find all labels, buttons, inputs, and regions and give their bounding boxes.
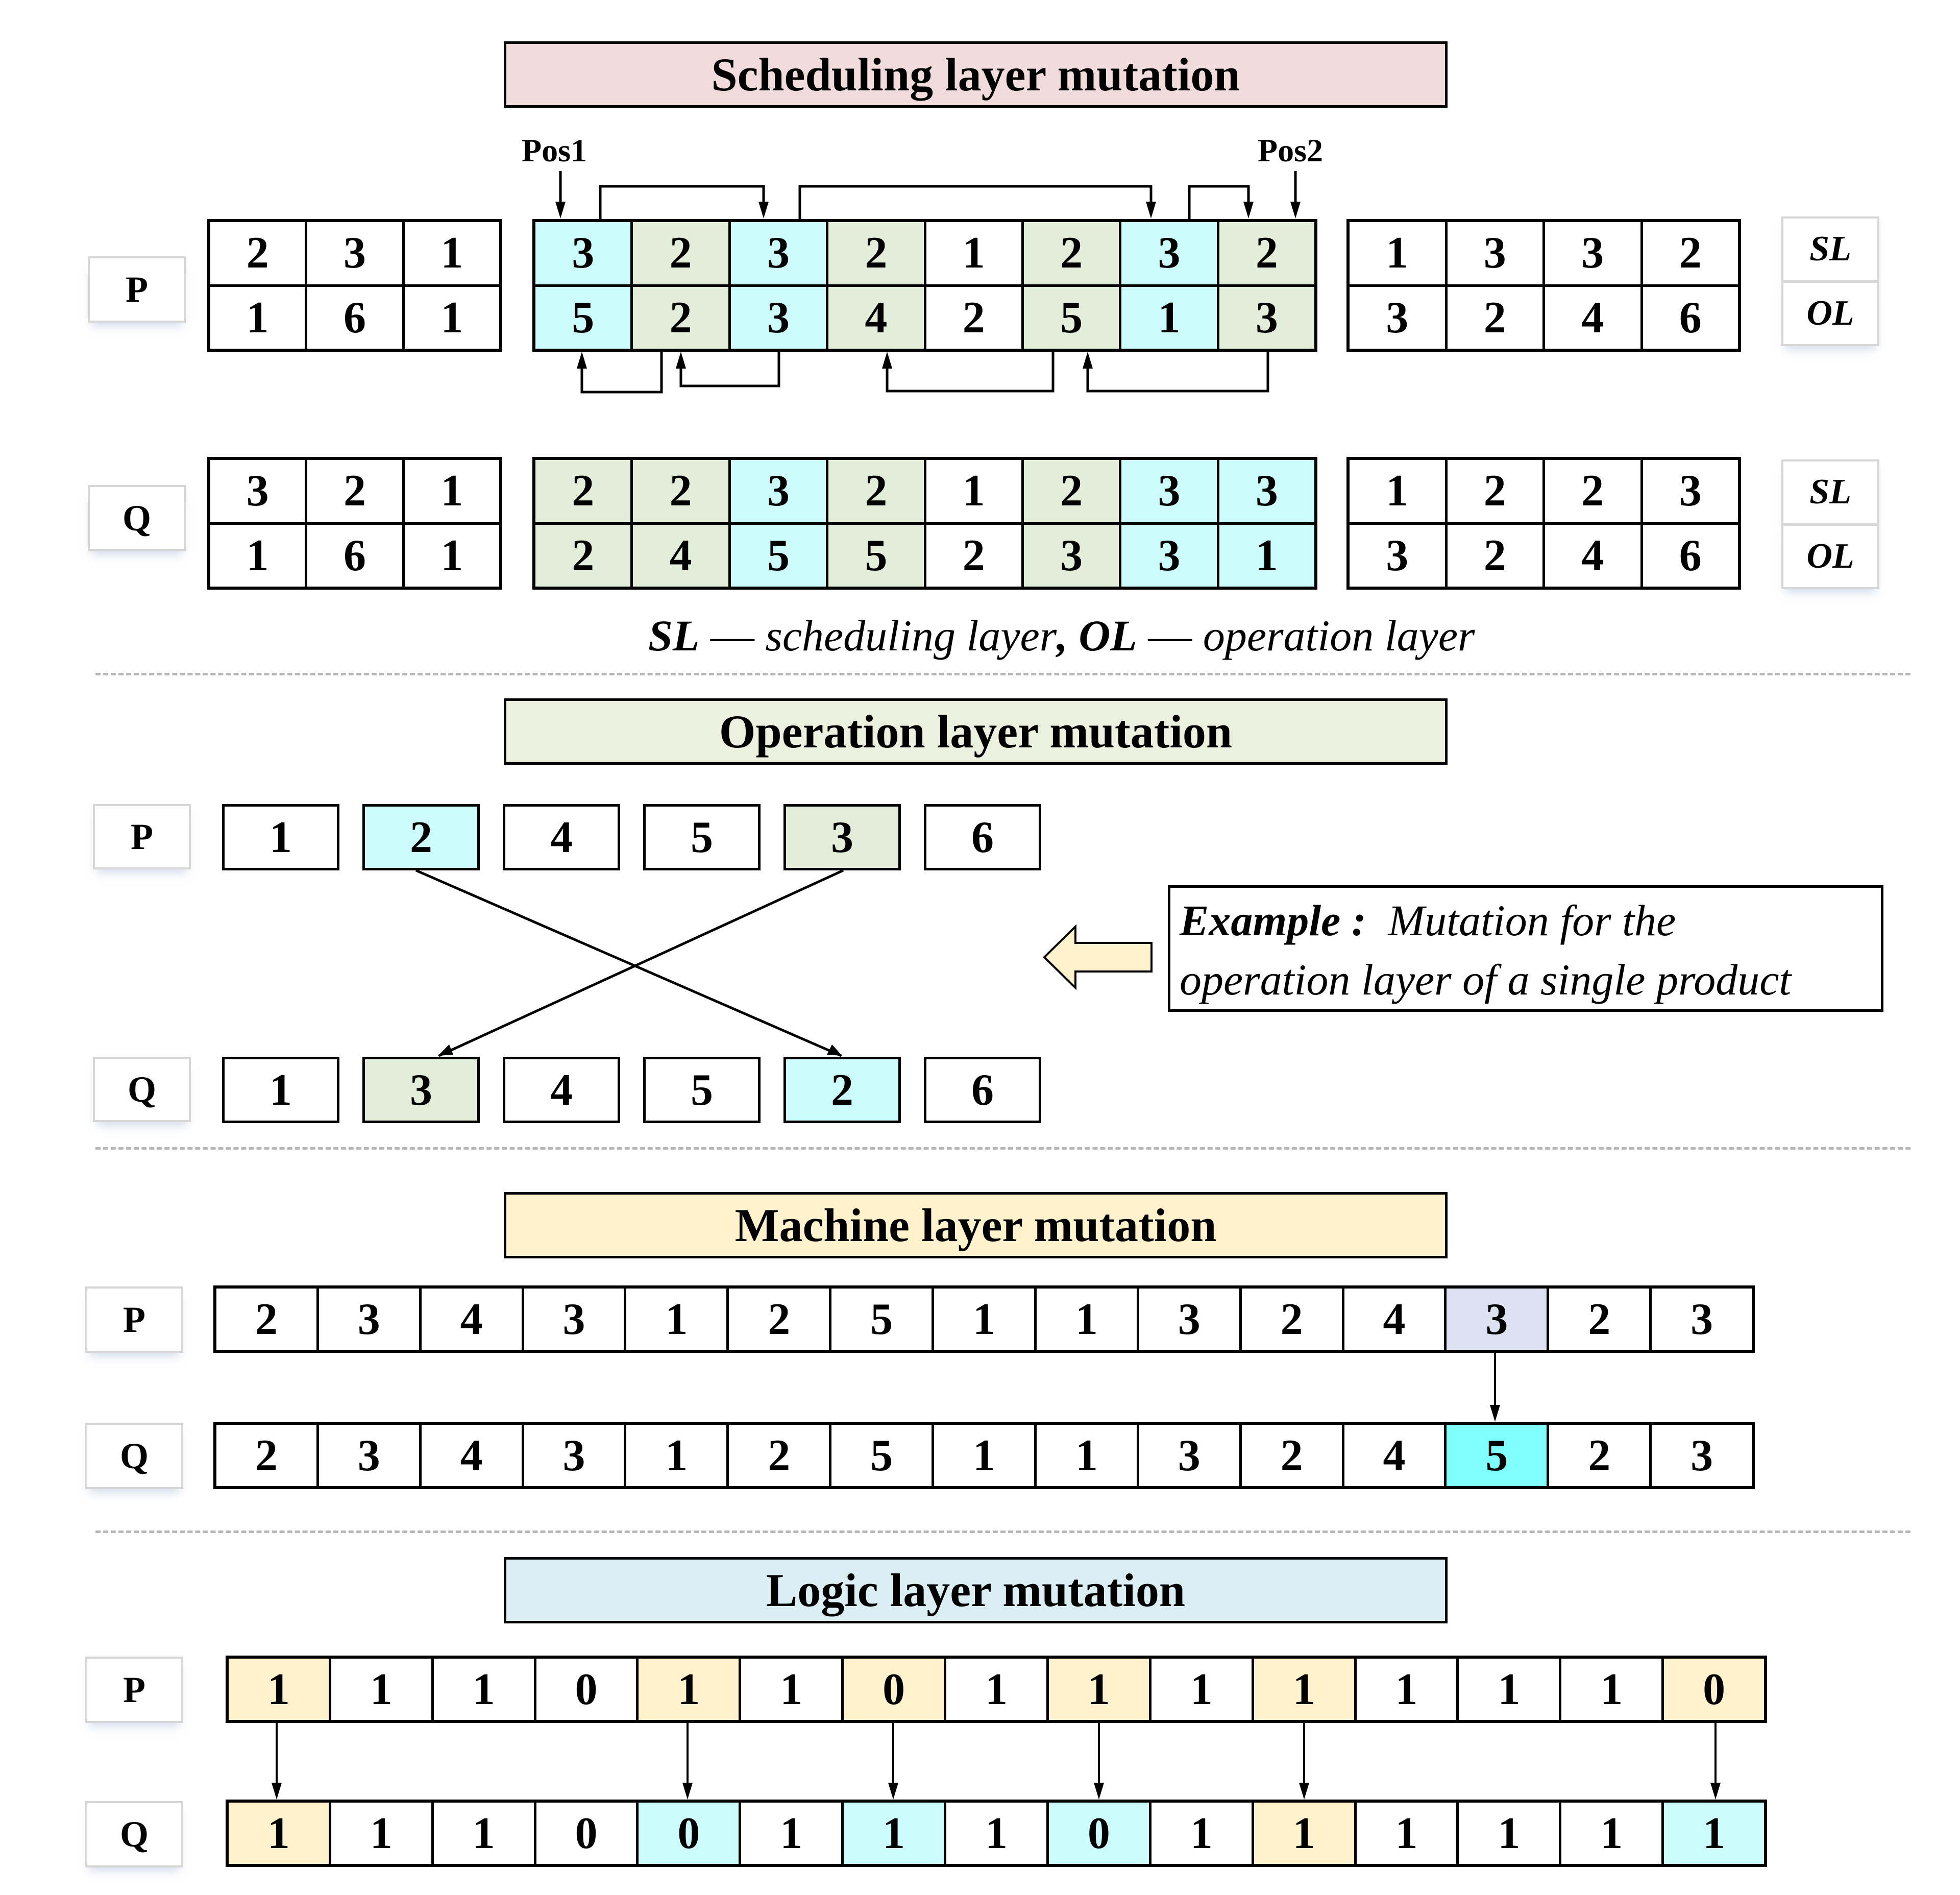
legend-dash: —: [1148, 611, 1192, 660]
legend-comma: ,: [1057, 611, 1068, 660]
gene-cell: 4: [1344, 1289, 1444, 1350]
gene-cell: 2: [926, 525, 1021, 587]
gene-cell: 0: [844, 1659, 944, 1720]
op-cell: 5: [643, 1057, 761, 1123]
gene-cell: 2: [1448, 460, 1543, 522]
logic-title-text: Logic layer mutation: [766, 1564, 1186, 1616]
gene-cell: 1: [934, 1425, 1034, 1486]
gene-cell: 1: [844, 1803, 944, 1864]
gene-cell: 2: [1242, 1425, 1342, 1486]
gene-cell: 4: [828, 287, 923, 349]
gene-cell: 1: [1254, 1659, 1354, 1720]
gene-cell: 5: [535, 287, 630, 349]
legend-ol: OL: [1079, 611, 1137, 660]
gene-cell: 2: [828, 460, 923, 522]
gene-cell: 1: [1219, 525, 1314, 587]
gene-cell: 1: [741, 1659, 841, 1720]
row-tag-sl-text: SL: [1809, 472, 1851, 512]
op-cell: 6: [924, 1057, 1041, 1123]
gene-cell: 6: [1643, 287, 1738, 349]
op-cell: 2: [362, 804, 480, 870]
gene-cell: 3: [210, 460, 305, 522]
gene-cell: 1: [639, 1659, 739, 1720]
gene-cell: 4: [422, 1289, 522, 1350]
gene-cell: 3: [1350, 525, 1445, 587]
gene-cell: 0: [536, 1659, 636, 1720]
gene-cell: 3: [319, 1425, 419, 1486]
row-tag-sl-text: SL: [1809, 229, 1851, 269]
gene-cell: 3: [731, 287, 826, 349]
gene-cell: 1: [1121, 287, 1216, 349]
gene-cell: 1: [331, 1803, 431, 1864]
gene-cell: 1: [331, 1659, 431, 1720]
gene-cell: 1: [405, 222, 499, 284]
row-tag-p-text: P: [131, 816, 153, 857]
gene-cell: 2: [926, 287, 1021, 349]
gene-cell: 1: [1037, 1289, 1137, 1350]
gene-cell: 2: [729, 1425, 829, 1486]
gene-cell: 0: [536, 1803, 636, 1864]
gene-cell: 3: [1121, 460, 1216, 522]
gene-cell: 3: [1652, 1289, 1752, 1350]
op-cell: 4: [503, 1057, 620, 1123]
gene-cell: 1: [434, 1803, 534, 1864]
gene-cell: 5: [1024, 287, 1119, 349]
machine-title-text: Machine layer mutation: [734, 1199, 1217, 1251]
gene-cell: 5: [731, 525, 826, 587]
gene-cell: 3: [1219, 460, 1314, 522]
gene-cell: 1: [229, 1803, 329, 1864]
gene-cell: 2: [1549, 1289, 1649, 1350]
scheduling-title-text: Scheduling layer mutation: [711, 48, 1240, 101]
gene-cell: 2: [210, 222, 305, 284]
pos1-label: Pos1: [522, 132, 587, 168]
row-tag-ol-text: OL: [1806, 537, 1854, 576]
gene-cell: 3: [1350, 287, 1445, 349]
gene-cell: 0: [639, 1803, 739, 1864]
gene-cell: 3: [1652, 1425, 1752, 1486]
gene-cell: 1: [626, 1425, 726, 1486]
gene-cell: 4: [1545, 525, 1640, 587]
gene-cell: 1: [1561, 1659, 1661, 1720]
gene-cell: 1: [434, 1659, 534, 1720]
left-block-arrow-icon: [1044, 927, 1152, 988]
gene-cell: 1: [405, 525, 499, 587]
machine-mutation-arrow: [1490, 1353, 1500, 1422]
gene-cell: 3: [731, 222, 826, 284]
gene-cell: 1: [946, 1659, 1046, 1720]
gene-cell: 4: [422, 1425, 522, 1486]
op-cell: 1: [222, 804, 339, 870]
gene-cell: 1: [1152, 1659, 1252, 1720]
gene-cell: 1: [1357, 1803, 1457, 1864]
gene-cell: 3: [307, 222, 402, 284]
gene-cell-selected: 3: [1447, 1289, 1547, 1350]
gene-cell: 5: [831, 1289, 932, 1350]
gene-cell: 3: [524, 1289, 624, 1350]
gene-cell: 2: [828, 222, 923, 284]
gene-cell: 2: [216, 1289, 316, 1350]
gene-cell: 1: [405, 460, 499, 522]
gene-cell: 1: [1254, 1803, 1354, 1864]
row-tag-q-text: Q: [119, 1813, 149, 1855]
row-tag-ol-text: OL: [1806, 294, 1854, 333]
gene-cell: 1: [229, 1659, 329, 1720]
legend-sl: SL: [648, 611, 700, 660]
gene-cell: 5: [831, 1425, 932, 1486]
scheduling-swap-arrows: [555, 171, 1301, 392]
gene-cell: 1: [741, 1803, 841, 1864]
gene-cell: 4: [633, 525, 728, 587]
gene-cell: 1: [1350, 222, 1445, 284]
gene-cell: 2: [1545, 460, 1640, 522]
gene-cell: 1: [1561, 1803, 1661, 1864]
gene-cell: 4: [1545, 287, 1640, 349]
gene-cell: 2: [216, 1425, 316, 1486]
legend-sl-desc: scheduling layer: [765, 611, 1057, 660]
gene-cell: 3: [1643, 460, 1738, 522]
gene-cell: 2: [1024, 460, 1119, 522]
example-line2: operation layer of a single product: [1180, 955, 1792, 1004]
row-tag-q-text: Q: [119, 1435, 149, 1476]
gene-cell: 1: [926, 460, 1021, 522]
legend-dash: —: [710, 611, 754, 660]
operation-swap-arrows: [416, 870, 843, 1056]
gene-cell: 1: [210, 287, 305, 349]
gene-cell: 0: [1049, 1803, 1149, 1864]
gene-cell: 5: [828, 525, 923, 587]
gene-cell: 3: [1448, 222, 1543, 284]
gene-cell: 3: [1121, 525, 1216, 587]
gene-cell: 3: [1545, 222, 1640, 284]
op-cell: 3: [783, 804, 901, 870]
gene-cell: 3: [535, 222, 630, 284]
gene-cell: 1: [1037, 1425, 1137, 1486]
gene-cell: 0: [1664, 1659, 1764, 1720]
gene-cell: 6: [307, 287, 402, 349]
gene-cell: 2: [729, 1289, 829, 1350]
op-cell: 2: [783, 1057, 901, 1123]
op-cell: 1: [222, 1057, 339, 1123]
row-tag-p-text: P: [123, 1669, 145, 1710]
row-tag-q-text: Q: [127, 1068, 156, 1110]
gene-cell: 1: [1459, 1803, 1559, 1864]
gene-cell: 1: [210, 525, 305, 587]
logic-mutation-arrows: [272, 1723, 1721, 1800]
op-cell: 3: [362, 1057, 480, 1123]
gene-cell: 2: [633, 222, 728, 284]
gene-cell: 2: [633, 460, 728, 522]
op-cell: 4: [503, 804, 620, 870]
gene-cell: 1: [1357, 1659, 1457, 1720]
gene-cell: 1: [1350, 460, 1445, 522]
gene-cell: 1: [946, 1803, 1046, 1864]
gene-cell: 3: [1219, 287, 1314, 349]
gene-cell: 3: [1139, 1425, 1239, 1486]
gene-cell: 2: [1242, 1289, 1342, 1350]
row-tag-p-text: P: [126, 269, 148, 310]
gene-cell: 2: [1024, 222, 1119, 284]
example-label: Example :: [1180, 896, 1366, 945]
gene-cell: 1: [926, 222, 1021, 284]
gene-cell: 1: [1152, 1803, 1252, 1864]
op-cell: 5: [643, 804, 761, 870]
gene-cell: 2: [633, 287, 728, 349]
gene-cell: 1: [1049, 1659, 1149, 1720]
row-tag-p-text: P: [123, 1299, 145, 1340]
gene-cell: 2: [1643, 222, 1738, 284]
gene-cell: 2: [1448, 287, 1543, 349]
gene-cell: 1: [1664, 1803, 1764, 1864]
gene-cell: 1: [1459, 1659, 1559, 1720]
gene-cell: 3: [524, 1425, 624, 1486]
gene-cell: 2: [535, 460, 630, 522]
gene-cell: 2: [535, 525, 630, 587]
gene-cell: 1: [934, 1289, 1034, 1350]
gene-cell: 2: [1448, 525, 1543, 587]
gene-cell: 2: [1219, 222, 1314, 284]
gene-cell-mutated: 5: [1447, 1425, 1547, 1486]
example-line1: Mutation for the: [1388, 896, 1676, 945]
gene-cell: 6: [1643, 525, 1738, 587]
gene-cell: 1: [405, 287, 499, 349]
gene-cell: 2: [1549, 1425, 1649, 1486]
gene-cell: 3: [731, 460, 826, 522]
legend-ol-desc: operation layer: [1203, 611, 1475, 660]
gene-cell: 3: [1139, 1289, 1239, 1350]
gene-cell: 3: [1024, 525, 1119, 587]
pos2-label: Pos2: [1258, 132, 1323, 168]
row-tag-q-text: Q: [122, 497, 151, 539]
gene-cell: 2: [307, 460, 402, 522]
gene-cell: 3: [319, 1289, 419, 1350]
op-cell: 6: [924, 804, 1041, 870]
gene-cell: 1: [626, 1289, 726, 1350]
gene-cell: 3: [1121, 222, 1216, 284]
gene-cell: 4: [1344, 1425, 1444, 1486]
gene-cell: 6: [307, 525, 402, 587]
operation-title-text: Operation layer mutation: [719, 706, 1233, 758]
